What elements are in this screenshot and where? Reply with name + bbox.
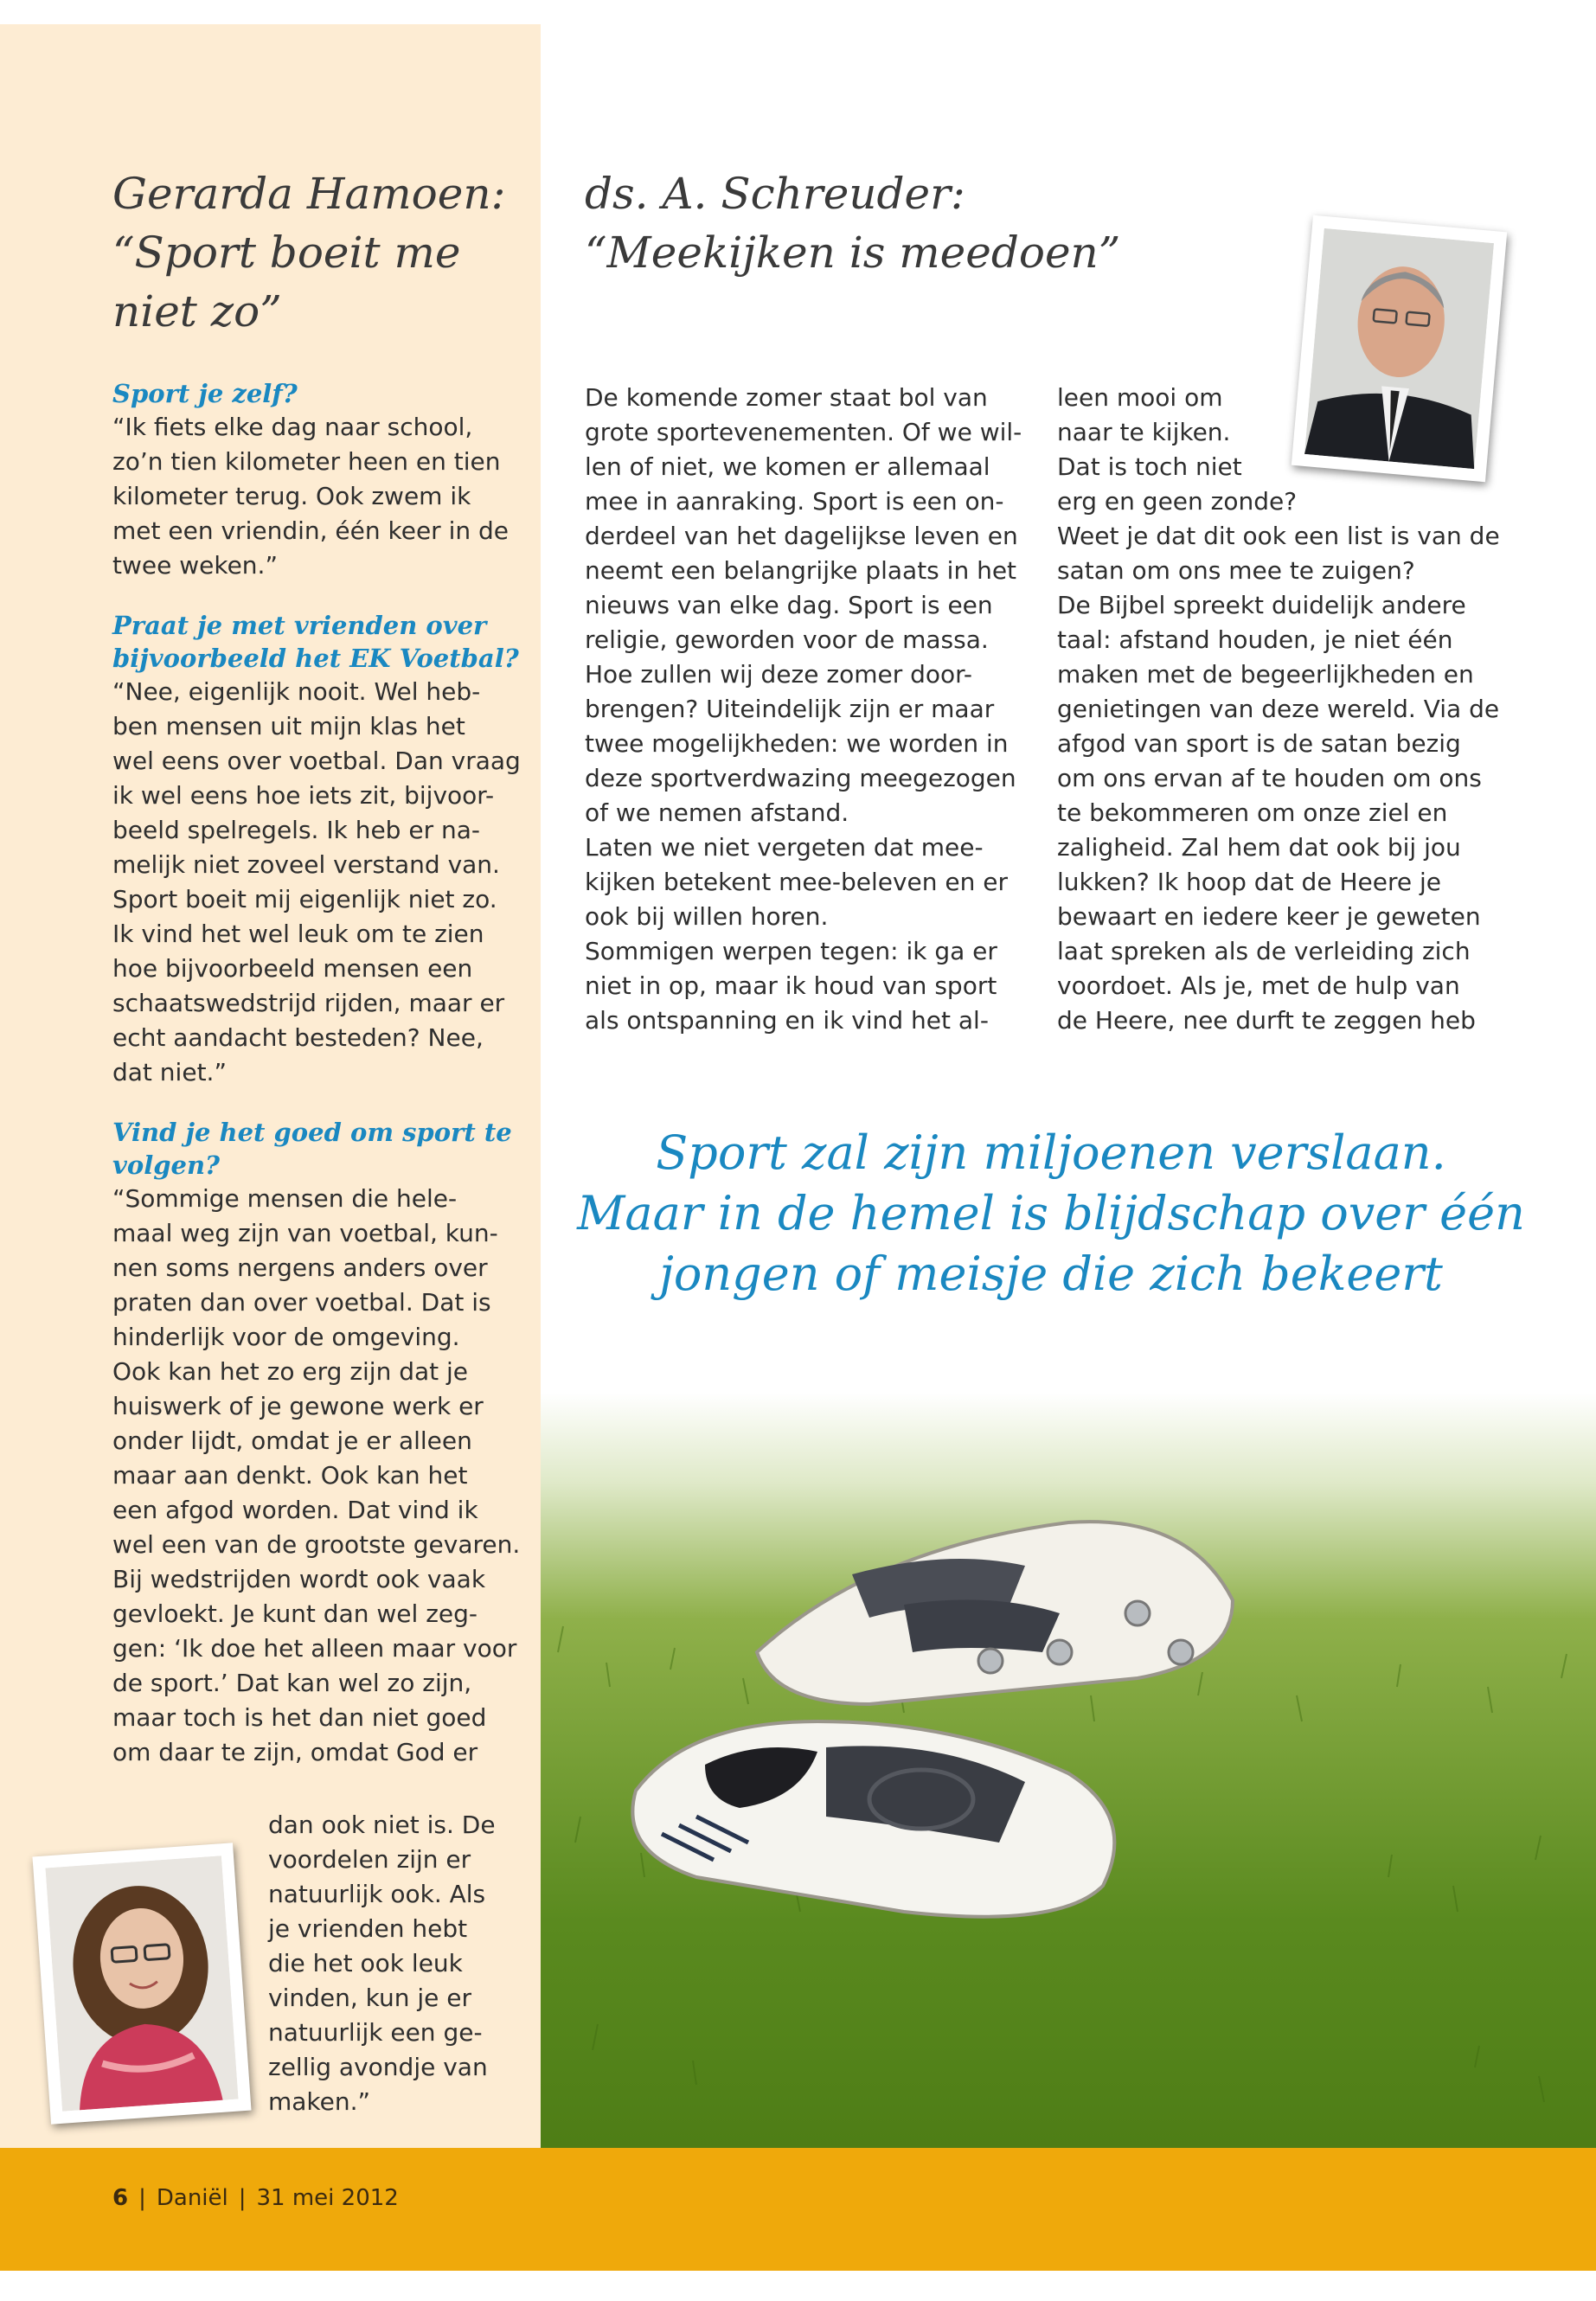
answer-line: Bij wedstrijden wordt ook vaak bbox=[112, 1565, 486, 1593]
answer-line: natuurlijk een ge- bbox=[268, 2018, 483, 2047]
body-line: maken met de begeerlijkheden en bbox=[1057, 660, 1474, 689]
heading-line: Gerarda Hamoen: bbox=[112, 169, 506, 219]
girl-portrait-image bbox=[45, 1856, 238, 2112]
answer-line: ben mensen uit mijn klas het bbox=[112, 712, 465, 740]
body-line: neemt een belangrijke plaats in het bbox=[585, 556, 1017, 585]
girl-portrait-photo bbox=[32, 1843, 251, 2124]
body-line: religie, geworden voor de massa. bbox=[585, 625, 989, 654]
man-portrait-photo bbox=[1292, 215, 1507, 483]
answer-line: gen: ‘Ik doe het alleen maar voor bbox=[112, 1634, 517, 1663]
body-line: De komende zomer staat bol van bbox=[585, 383, 988, 412]
answer-line: maar toch is het dan niet goed bbox=[112, 1703, 487, 1732]
answer-line: een afgod worden. Dat vind ik bbox=[112, 1496, 478, 1524]
body-line: zaligheid. Zal hem dat ook bij jou bbox=[1057, 833, 1461, 862]
answer-line: vinden, kun je er bbox=[268, 1984, 472, 2012]
answer-line: dan ook niet is. De bbox=[268, 1811, 496, 1839]
body-line: ook bij willen horen. bbox=[585, 902, 829, 931]
answer-line: Ik vind het wel leuk om te zien bbox=[112, 920, 484, 948]
question-line: Sport je zelf? bbox=[112, 379, 298, 408]
footer-separator: | bbox=[138, 2185, 146, 2211]
answer-line: schaatswedstrijd rijden, maar er bbox=[112, 989, 505, 1017]
answer-line: maken.” bbox=[268, 2087, 371, 2116]
body-line: als ontspanning en ik vind het al- bbox=[585, 1006, 989, 1035]
left-article-body bbox=[112, 377, 519, 1770]
answer-line: voordelen zijn er bbox=[268, 1845, 471, 1874]
body-line: de Heere, nee durft te zeggen heb bbox=[1057, 1006, 1476, 1035]
heading-line: niet zo” bbox=[112, 286, 282, 336]
answer-line: hinderlijk voor de omgeving. bbox=[112, 1323, 460, 1351]
answer-line: je vrienden hebt bbox=[268, 1914, 468, 1943]
interview-answer bbox=[112, 1182, 519, 1770]
answer-line: huiswerk of je gewone werk er bbox=[112, 1392, 484, 1420]
answer-line: “Sommige mensen die hele- bbox=[112, 1184, 458, 1213]
body-line: lukken? Ik hoop dat de Heere je bbox=[1057, 868, 1441, 896]
answer-line: hoe bijvoorbeeld mensen een bbox=[112, 954, 473, 983]
body-line: De Bijbel spreekt duidelijk andere bbox=[1057, 591, 1466, 619]
body-line: voordoet. Als je, met de hulp van bbox=[1057, 971, 1460, 1000]
answer-line: maal weg zijn van voetbal, kun- bbox=[112, 1219, 498, 1247]
magazine-name: Daniël bbox=[156, 2185, 228, 2211]
body-line: Dat is toch niet bbox=[1057, 452, 1242, 481]
body-line: satan om ons mee te zuigen? bbox=[1057, 556, 1415, 585]
body-line: twee mogelijkheden: we worden in bbox=[585, 729, 1009, 758]
body-line: bewaart en iedere keer je geweten bbox=[1057, 902, 1481, 931]
answer-line: maar aan denkt. Ook kan het bbox=[112, 1461, 468, 1490]
interview-answer bbox=[112, 675, 519, 1090]
interview-question bbox=[112, 609, 519, 675]
interview-question bbox=[112, 377, 519, 410]
answer-line: melijk niet zoveel verstand van. bbox=[112, 850, 500, 879]
answer-line: nen soms nergens anders over bbox=[112, 1253, 488, 1282]
answer-line: natuurlijk ook. Als bbox=[268, 1880, 486, 1908]
body-line: laat spreken als de verleiding zich bbox=[1057, 937, 1471, 965]
body-line: nieuws van elke dag. Sport is een bbox=[585, 591, 993, 619]
section-spacer bbox=[112, 583, 519, 609]
body-line: grote sportevenementen. Of we wil- bbox=[585, 418, 1022, 446]
body-line: Weet je dat dit ook een list is van de bbox=[1057, 522, 1500, 550]
body-line: Sommigen werpen tegen: ik ga er bbox=[585, 937, 997, 965]
page-footer bbox=[112, 2185, 399, 2211]
answer-line: beeld spelregels. Ik heb er na- bbox=[112, 816, 481, 844]
answer-line: met een vriendin, één keer in de bbox=[112, 516, 510, 545]
answer-line: echt aandacht besteden? Nee, bbox=[112, 1023, 484, 1052]
body-line: leen mooi om bbox=[1057, 383, 1223, 412]
answer-line: wel een van de grootste gevaren. bbox=[112, 1530, 521, 1559]
answer-line: zellig avondje van bbox=[268, 2053, 488, 2081]
body-line: te bekommeren om onze ziel en bbox=[1057, 798, 1448, 827]
body-line: Laten we niet vergeten dat mee- bbox=[585, 833, 984, 862]
body-line: niet in op, maar ik houd van sport bbox=[585, 971, 997, 1000]
body-line: deze sportverdwazing meegezogen bbox=[585, 764, 1016, 792]
answer-line: ik wel eens hoe iets zit, bijvoor- bbox=[112, 781, 495, 810]
body-line: of we nemen afstand. bbox=[585, 798, 849, 827]
question-line: Vind je het goed om sport te bbox=[112, 1118, 512, 1147]
footer-separator-2: | bbox=[238, 2185, 247, 2211]
left-article-heading bbox=[112, 164, 505, 341]
answer-line: “Ik fiets elke dag naar school, bbox=[112, 413, 473, 441]
answer-line: om daar te zijn, omdat God er bbox=[112, 1738, 478, 1766]
pull-quote-line: jongen of meisje die zich bekeert bbox=[659, 1247, 1443, 1301]
answer-line: twee weken.” bbox=[112, 551, 278, 580]
answer-line: “Nee, eigenlijk nooit. Wel heb- bbox=[112, 677, 481, 706]
question-line: bijvoorbeeld het EK Voetbal? bbox=[112, 644, 519, 673]
pull-quote-line: Maar in de hemel is blijdschap over één bbox=[577, 1186, 1525, 1240]
body-line: erg en geen zonde? bbox=[1057, 487, 1298, 516]
body-line: taal: afstand houden, je niet één bbox=[1057, 625, 1453, 654]
body-line: len of niet, we komen er allemaal bbox=[585, 452, 990, 481]
heading-line: ds. A. Schreuder: bbox=[585, 169, 965, 219]
right-article-heading bbox=[585, 164, 1120, 282]
answer-line: Sport boeit mij eigenlijk niet zo. bbox=[112, 885, 497, 913]
body-line: mee in aanraking. Sport is een on- bbox=[585, 487, 1004, 516]
body-line: naar te kijken. bbox=[1057, 418, 1231, 446]
page-number: 6 bbox=[112, 2185, 129, 2211]
answer-line: dat niet.” bbox=[112, 1058, 227, 1086]
issue-date: 31 mei 2012 bbox=[256, 2185, 399, 2211]
question-line: Praat je met vrienden over bbox=[112, 611, 487, 640]
section-spacer bbox=[112, 1090, 519, 1116]
body-line: derdeel van het dagelijkse leven en bbox=[585, 522, 1018, 550]
question-line: volgen? bbox=[112, 1150, 221, 1180]
answer-line: die het ook leuk bbox=[268, 1949, 463, 1977]
answer-line: praten dan over voetbal. Dat is bbox=[112, 1288, 491, 1317]
answer-line: de sport.’ Dat kan wel zo zijn, bbox=[112, 1669, 472, 1697]
answer-line: onder lijdt, omdat je er alleen bbox=[112, 1426, 472, 1455]
body-line: kijken betekent mee-beleven en er bbox=[585, 868, 1009, 896]
heading-line: “Meekijken is meedoen” bbox=[585, 228, 1121, 278]
answer-line: wel eens over voetbal. Dan vraag bbox=[112, 747, 521, 775]
pull-quote bbox=[554, 1123, 1548, 1304]
football-boots-on-grass-photo bbox=[541, 1393, 1596, 2148]
body-line: om ons ervan af te houden om ons bbox=[1057, 764, 1482, 792]
answer-line: gevloekt. Je kunt dan wel zeg- bbox=[112, 1599, 478, 1628]
heading-line: “Sport boeit me bbox=[112, 228, 461, 278]
answer-line: kilometer terug. Ook zwem ik bbox=[112, 482, 471, 510]
man-portrait-image bbox=[1304, 228, 1494, 469]
body-line: Hoe zullen wij deze zomer door- bbox=[585, 660, 972, 689]
right-article-column-1 bbox=[585, 381, 1022, 1038]
left-article-wrap-text bbox=[268, 1808, 528, 2119]
body-line: brengen? Uiteindelijk zijn er maar bbox=[585, 695, 995, 723]
body-line: afgod van sport is de satan bezig bbox=[1057, 729, 1461, 758]
pull-quote-line: Sport zal zijn miljoenen verslaan. bbox=[656, 1125, 1446, 1180]
answer-line: zo’n tien kilometer heen en tien bbox=[112, 447, 501, 476]
answer-line: Ook kan het zo erg zijn dat je bbox=[112, 1357, 469, 1386]
interview-question bbox=[112, 1116, 519, 1182]
body-line: genietingen van deze wereld. Via de bbox=[1057, 695, 1500, 723]
interview-answer bbox=[112, 410, 519, 583]
